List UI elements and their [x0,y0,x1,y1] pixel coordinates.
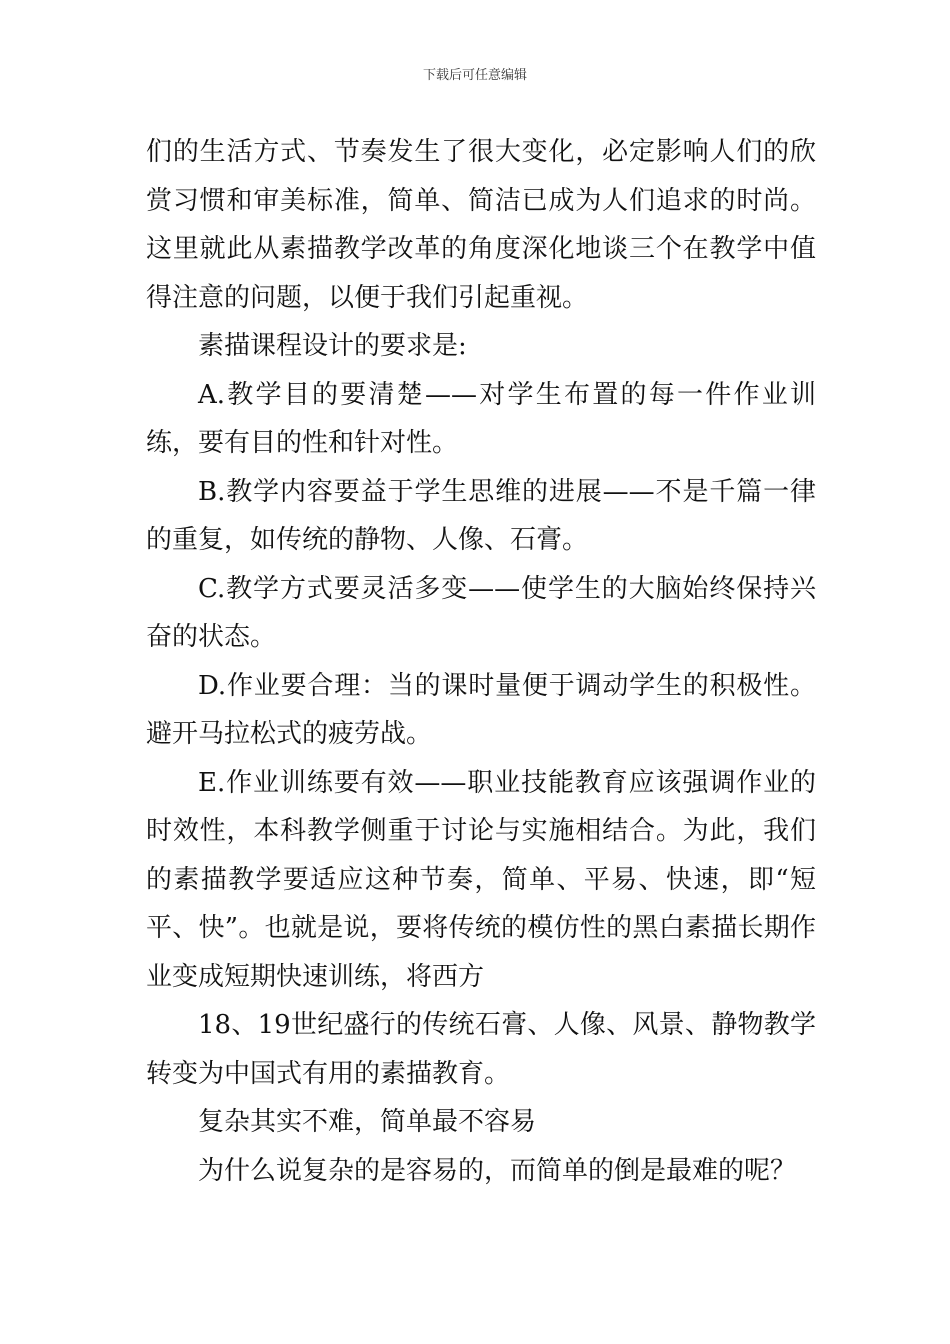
paragraph: D.作业要合理：当的课时量便于调动学生的积极性。避开马拉松式的疲劳战。 [146,670,816,749]
paragraph: 们的生活方式、节奏发生了很大变化，必定影响人们的欣赏习惯和审美标准，简单、简洁已成为人们追求的时尚。这里就此从素描教学改革的角度深化地谈三个在教学中值得注意的问题，以便于我们引起重视。 [146,137,816,313]
page-header: 下载后可任意编辑 [422,68,527,83]
paragraph: B.教学内容要益于学生思维的进展——不是千篇一律的重复，如传统的静物、人像、石膏。 [146,476,816,555]
paragraph: 复杂其实不难，简单最不容易 [198,1107,537,1137]
paragraph: 为什么说复杂的是容易的，而简单的倒是最难的呢？ [198,1155,797,1186]
document-body [146,128,816,1195]
paragraph: A.教学目的要清楚——对学生布置的每一件作业训练，要有目的性和针对性。 [146,379,816,458]
paragraph: 素描课程设计的要求是: [198,331,467,361]
paragraph: 18、19世纪盛行的传统石膏、人像、风景、静物教学转变为中国式有用的素描教育。 [146,1010,816,1089]
paragraph: C.教学方式要灵活多变——使学生的大脑始终保持兴奋的状态。 [146,573,816,652]
paragraph: E.作业训练要有效——职业技能教育应该强调作业的时效性，本科教学侧重于讨论与实施相结合。为此，我们的素描教学要适应这种节奏，简单、平易、快速，即“短平、快”。也就是说，要将传统的模仿性的黑白素描长期作业变成短期快速训练，将西方 [146,767,816,992]
